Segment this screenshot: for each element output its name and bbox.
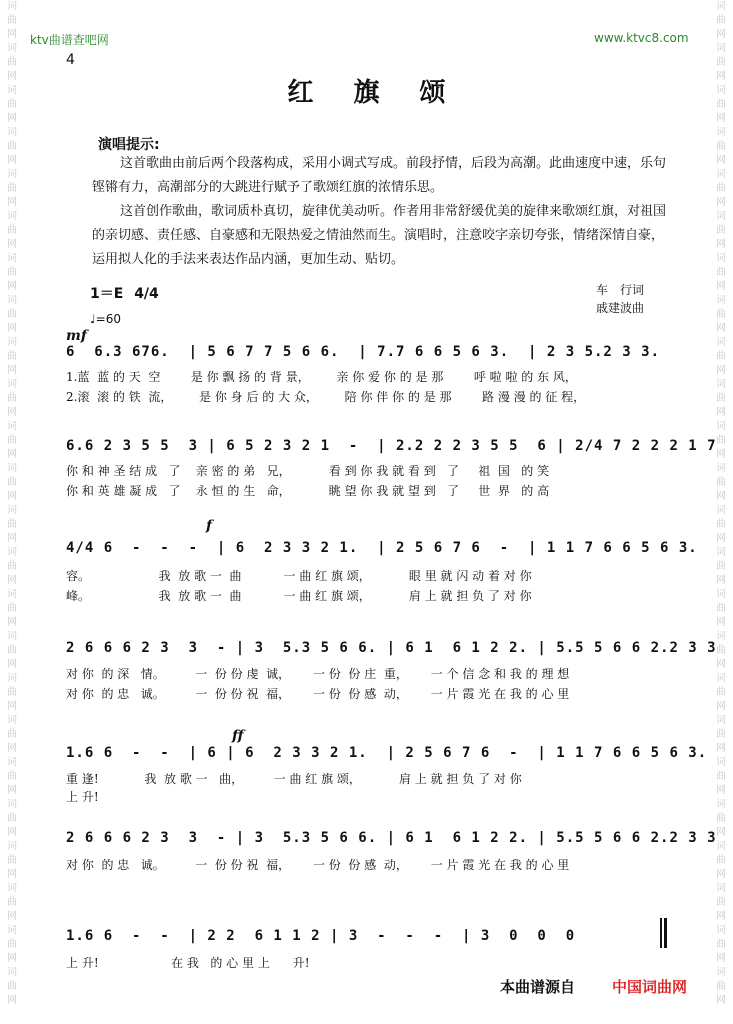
watermark-char: 词 <box>7 505 17 516</box>
watermark-char: 曲 <box>716 477 726 488</box>
watermark-char: 网 <box>7 407 17 418</box>
watermark-char: 词 <box>716 799 726 810</box>
watermark-char: 网 <box>7 785 17 796</box>
watermark-char: 曲 <box>7 897 17 908</box>
watermark-char: 曲 <box>7 561 17 572</box>
watermark-char: 网 <box>716 785 726 796</box>
watermark-char: 曲 <box>716 393 726 404</box>
watermark-char: 词 <box>716 421 726 432</box>
watermark-char: 曲 <box>7 267 17 278</box>
score-row-1-notes: 6 6.3 676. | 5 6 7 7 5 6 6. | 7.7 6 6 5 6 3. | 2 3 5.2 3 3. <box>66 344 661 360</box>
watermark-char: 曲 <box>7 687 17 698</box>
watermark-char: 词 <box>7 925 17 936</box>
score-row-3-lyrics-1: 容。 我 放 歌 一 曲 一 曲 红 旗 颂， 眼 里 就 闪 动 着 对 你 <box>66 569 532 583</box>
watermark-left <box>4 0 20 1008</box>
watermark-char: 曲 <box>7 141 17 152</box>
watermark-char: 曲 <box>716 729 726 740</box>
watermark-char: 曲 <box>716 15 726 26</box>
watermark-char: 曲 <box>716 897 726 908</box>
watermark-char: 曲 <box>7 99 17 110</box>
watermark-char: 网 <box>7 281 17 292</box>
watermark-char: 曲 <box>716 687 726 698</box>
final-barline-thick <box>664 918 667 948</box>
score-row-5-notes: 1.6 6 - - | 6 | 6 2 3 3 2 1. | 2 5 6 7 6 - | 1 1 7 6 6 5 6 3. <box>66 745 708 761</box>
watermark-char: 曲 <box>7 15 17 26</box>
watermark-char: 网 <box>716 407 726 418</box>
score-row-1-lyrics-1: 1.蓝 蓝 的 天 空 是 你 飘 扬 的 背 景， 亲 你 爱 你 的 是 那 呼 啦 啦 的 东 风， <box>66 370 577 384</box>
watermark-char: 曲 <box>716 519 726 530</box>
watermark-char: 网 <box>7 197 17 208</box>
watermark-char: 网 <box>716 995 726 1006</box>
watermark-char: 词 <box>7 85 17 96</box>
watermark-char: 词 <box>716 337 726 348</box>
watermark-char: 网 <box>716 743 726 754</box>
watermark-char: 曲 <box>7 729 17 740</box>
site-name-left: ktv曲谱查吧网 <box>30 33 109 47</box>
watermark-char: 网 <box>7 575 17 586</box>
watermark-char: 词 <box>7 547 17 558</box>
watermark-char: 网 <box>716 449 726 460</box>
watermark-char: 曲 <box>7 351 17 362</box>
watermark-char: 词 <box>7 421 17 432</box>
watermark-char: 曲 <box>7 435 17 446</box>
score-row-6-lyrics-1: 对 你 的 忠 诚。 一 份 份 祝 福， 一 份 份 感 动， 一 片 霞 光 在 我 的 心 里 <box>66 858 570 872</box>
watermark-char: 网 <box>7 953 17 964</box>
watermark-char: 曲 <box>7 393 17 404</box>
tips-paragraph-2: 这首创作歌曲，歌词质朴真切，旋律优美动听。作者用非常舒缓优美的旋律来歌颂红旗，对祖国的亲切感、责任感、自豪感和无限热爱之情油然而生。演唱时，注意咬字亲切夸张，情绪深情自豪，运用拟人化的手法来表达作品内涵，更加生动、贴切。 <box>92 204 667 267</box>
score-row-3-notes: 4/4 6 - - - | 6 2 3 3 2 1. | 2 5 6 7 6 - | 1 1 7 6 6 5 6 3. <box>66 540 698 556</box>
watermark-char: 词 <box>7 43 17 54</box>
watermark-char: 网 <box>716 239 726 250</box>
watermark-char: 曲 <box>7 477 17 488</box>
watermark-char: 词 <box>716 43 726 54</box>
watermark-char: 曲 <box>7 183 17 194</box>
watermark-char: 曲 <box>716 183 726 194</box>
watermark-char: 曲 <box>716 267 726 278</box>
watermark-char: 网 <box>716 659 726 670</box>
watermark-char: 词 <box>716 883 726 894</box>
watermark-char: 词 <box>716 673 726 684</box>
watermark-char: 词 <box>7 673 17 684</box>
watermark-char: 网 <box>716 71 726 82</box>
watermark-char: 网 <box>7 449 17 460</box>
watermark-char: 网 <box>716 113 726 124</box>
watermark-char: 曲 <box>716 981 726 992</box>
watermark-char: 曲 <box>7 309 17 320</box>
watermark-char: 曲 <box>7 771 17 782</box>
watermark-right <box>713 0 729 1008</box>
score-row-6-notes: 2 6 6 6 2 3 3 - | 3 5.3 5 6 6. | 6 1 6 1 2 2. | 5.5 5 6 6 2.2 3 3 <box>66 830 717 846</box>
watermark-char: 词 <box>7 1 17 12</box>
score-row-3-lyrics-2: 峰。 我 放 歌 一 曲 一 曲 红 旗 颂， 肩 上 就 担 负 了 对 你 <box>66 589 532 603</box>
dynamic-ff: ff <box>232 728 244 744</box>
watermark-char: 网 <box>716 491 726 502</box>
lyricist-credit: 车 行词 <box>596 283 645 297</box>
watermark-char: 曲 <box>7 813 17 824</box>
watermark-char: 网 <box>7 869 17 880</box>
watermark-char: 网 <box>7 239 17 250</box>
score-row-4-lyrics-1: 对 你 的 深 情。 一 份 份 虔 诚， 一 份 份 庄 重， 一 个 信 念 和 我 的 理 想 <box>66 667 570 681</box>
watermark-char: 曲 <box>716 813 726 824</box>
watermark-char: 网 <box>716 29 726 40</box>
watermark-char: 词 <box>716 925 726 936</box>
watermark-char: 网 <box>7 743 17 754</box>
watermark-char: 网 <box>7 491 17 502</box>
watermark-char: 曲 <box>716 351 726 362</box>
watermark-char: 曲 <box>716 141 726 152</box>
watermark-char: 网 <box>716 365 726 376</box>
watermark-char: 词 <box>716 253 726 264</box>
watermark-char: 网 <box>7 155 17 166</box>
watermark-char: 词 <box>7 589 17 600</box>
score-row-5-lyrics-2: 上 升! <box>66 790 99 804</box>
watermark-char: 曲 <box>716 939 726 950</box>
dynamic-mf: mf <box>66 328 87 344</box>
tempo-marking: ♩=60 <box>90 312 121 326</box>
watermark-char: 曲 <box>716 771 726 782</box>
watermark-char: 词 <box>716 127 726 138</box>
watermark-char: 词 <box>716 757 726 768</box>
watermark-char: 词 <box>716 211 726 222</box>
watermark-char: 词 <box>7 967 17 978</box>
watermark-char: 词 <box>7 253 17 264</box>
watermark-char: 词 <box>716 85 726 96</box>
watermark-char: 词 <box>7 211 17 222</box>
watermark-char: 词 <box>716 967 726 978</box>
score-row-2-lyrics-2: 你 和 英 雄 凝 成 了 永 恒 的 生 命， 眺 望 你 我 就 望 到 了 世 界 的 高 <box>66 484 550 498</box>
watermark-char: 网 <box>7 911 17 922</box>
watermark-char: 网 <box>7 323 17 334</box>
watermark-char: 词 <box>716 505 726 516</box>
watermark-char: 曲 <box>7 981 17 992</box>
watermark-char: 曲 <box>716 435 726 446</box>
watermark-char: 网 <box>716 701 726 712</box>
watermark-char: 词 <box>716 379 726 390</box>
watermark-char: 网 <box>7 659 17 670</box>
watermark-char: 词 <box>716 295 726 306</box>
score-row-2-lyrics-1: 你 和 神 圣 结 成 了 亲 密 的 弟 兄， 看 到 你 我 就 看 到 了 祖 国 的 笑 <box>66 464 550 478</box>
watermark-char: 网 <box>716 869 726 880</box>
dynamic-f: f <box>206 518 213 534</box>
composer-credit: 戚建波曲 <box>596 301 645 315</box>
watermark-char: 词 <box>716 169 726 180</box>
watermark-char: 曲 <box>716 99 726 110</box>
watermark-char: 网 <box>716 827 726 838</box>
watermark-char: 词 <box>716 1 726 12</box>
key-text: 1＝E <box>90 286 124 302</box>
watermark-char: 网 <box>716 197 726 208</box>
watermark-char: 网 <box>7 365 17 376</box>
watermark-char: 曲 <box>716 309 726 320</box>
watermark-char: 词 <box>7 757 17 768</box>
watermark-char: 曲 <box>716 603 726 614</box>
score-row-2-notes: 6.6 2 3 5 5 3 | 6 5 2 3 2 1 - | 2.2 2 2 3 5 5 6 | 2/4 7 2 2 2 1 7 <box>66 438 717 454</box>
watermark-char: 网 <box>716 953 726 964</box>
source-site: 中国词曲网 <box>612 978 688 996</box>
score-row-5-lyrics-1: 重 逢! 我 放 歌 一 曲， 一 曲 红 旗 颂， 肩 上 就 担 负 了 对 你 <box>66 772 522 786</box>
score-row-7-lyrics-1: 上 升! 在 我 的 心 里 上 升! <box>66 956 310 970</box>
watermark-char: 曲 <box>7 855 17 866</box>
watermark-char: 词 <box>716 547 726 558</box>
watermark-char: 网 <box>716 911 726 922</box>
watermark-char: 网 <box>716 155 726 166</box>
watermark-char: 曲 <box>7 519 17 530</box>
key-signature <box>90 283 159 303</box>
watermark-char: 词 <box>716 841 726 852</box>
watermark-char: 曲 <box>7 225 17 236</box>
watermark-char: 曲 <box>716 855 726 866</box>
score-row-4-notes: 2 6 6 6 2 3 3 - | 3 5.3 5 6 6. | 6 1 6 1 2 2. | 5.5 5 6 6 2.2 3 3 <box>66 640 717 656</box>
watermark-char: 词 <box>7 715 17 726</box>
watermark-char: 网 <box>7 701 17 712</box>
watermark-char: 曲 <box>716 57 726 68</box>
source-label: 本曲谱源自 <box>500 978 576 996</box>
watermark-char: 词 <box>7 379 17 390</box>
site-name-right: www.ktvc8.com <box>594 31 689 45</box>
watermark-char: 曲 <box>716 225 726 236</box>
watermark-char: 词 <box>716 631 726 642</box>
watermark-char: 词 <box>7 463 17 474</box>
watermark-char: 网 <box>7 71 17 82</box>
watermark-char: 词 <box>7 883 17 894</box>
watermark-char: 曲 <box>7 603 17 614</box>
watermark-char: 网 <box>7 29 17 40</box>
watermark-char: 曲 <box>7 939 17 950</box>
watermark-char: 词 <box>716 589 726 600</box>
tips-paragraph-1: 这首歌曲由前后两个段落构成，采用小调式写成。前段抒情，后段为高潮。此曲速度中速，乐句铿锵有力，高潮部分的大跳进行赋予了歌颂红旗的浓情乐思。 <box>92 156 667 195</box>
watermark-char: 词 <box>716 463 726 474</box>
song-title: 红旗颂 <box>287 78 486 108</box>
watermark-char: 网 <box>716 533 726 544</box>
watermark-char: 网 <box>716 281 726 292</box>
watermark-char: 词 <box>7 169 17 180</box>
watermark-char: 曲 <box>716 561 726 572</box>
watermark-char: 曲 <box>7 57 17 68</box>
watermark-char: 曲 <box>7 645 17 656</box>
watermark-char: 词 <box>7 841 17 852</box>
watermark-char: 网 <box>7 617 17 628</box>
score-row-1-lyrics-2: 2.滚 滚 的 铁 流， 是 你 身 后 的 大 众， 陪 你 伴 你 的 是 那 路 漫 漫 的 征 程， <box>66 390 586 404</box>
watermark-char: 曲 <box>716 645 726 656</box>
watermark-char: 网 <box>716 617 726 628</box>
watermark-char: 词 <box>7 295 17 306</box>
singing-tips-heading: 演唱提示: <box>98 137 160 153</box>
score-row-7-notes: 1.6 6 - - | 2 2 6 1 1 2 | 3 - - - | 3 0 0 0 <box>66 928 576 944</box>
watermark-char: 词 <box>7 799 17 810</box>
watermark-char: 网 <box>716 575 726 586</box>
watermark-char: 网 <box>7 827 17 838</box>
watermark-char: 网 <box>7 533 17 544</box>
watermark-char: 网 <box>7 995 17 1006</box>
watermark-char: 词 <box>7 337 17 348</box>
watermark-char: 词 <box>716 715 726 726</box>
time-signature: 4/4 <box>134 286 159 302</box>
page-number: 4 <box>66 52 75 68</box>
watermark-char: 词 <box>7 631 17 642</box>
score-row-4-lyrics-2: 对 你 的 忠 诚。 一 份 份 祝 福， 一 份 份 感 动， 一 片 霞 光 在 我 的 心 里 <box>66 687 570 701</box>
final-barline-thin <box>660 918 662 948</box>
watermark-char: 词 <box>7 127 17 138</box>
watermark-char: 网 <box>7 113 17 124</box>
watermark-char: 网 <box>716 323 726 334</box>
